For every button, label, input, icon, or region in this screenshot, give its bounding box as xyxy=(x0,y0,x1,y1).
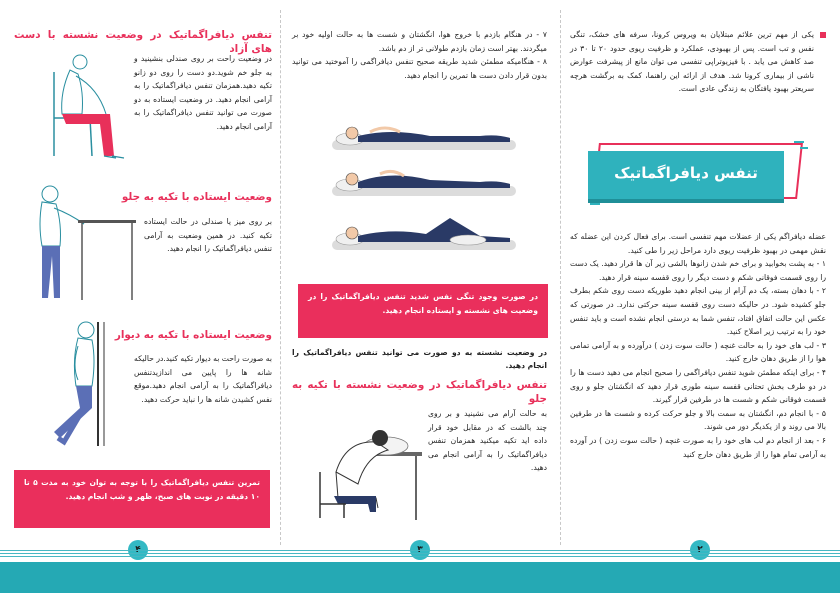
banner-dash xyxy=(594,197,602,199)
standing-forward-title: وضعیت ایستاده با تکیه به جلو xyxy=(121,191,272,203)
step-7: ۷ - در هنگام بازدم با خروج هوا، انگشتان و شست ها به حالت اولیه خود بر میگردند. بهتر است زمان بازدم طولانی تر از دم باشد. xyxy=(292,30,547,53)
step-1: ۱ - به پشت بخوابید و برای خم شدن زانوها بالشی زیر آن ها قرار دهید. یک دست را روی قسمت فوقانی شکم و دست دیگر را روی قفسه سینه قرار دهید. xyxy=(570,259,826,282)
banner-title: تنفس دیافراگماتیک xyxy=(614,164,758,182)
exercise-duration-box: تمرین تنفس دیافراگماتیک را با توجه به توان خود به مدت ۵ تا ۱۰ دقیقه در نوبت های صبح، ظهر و شب انجام دهید. xyxy=(14,470,270,528)
seated-forward-illustration xyxy=(306,412,424,522)
seated-free-hands-illustration xyxy=(20,52,130,164)
banner-dash xyxy=(590,203,600,205)
step-8: ۸ - هنگامیکه مطمئن شدید طریقه صحیح تنفس دیافراگمی را آموختید می توانید بدون قرار دادن دست ها تمرین را انجام دهید. xyxy=(292,57,547,80)
standing-forward-illustration xyxy=(20,184,138,304)
step-5: ۵ - با انجام دم، انگشتان به سمت بالا و جلو حرکت کرده و شست ها در طرفین بالا می روند و از یکدیگر دور می شوند. xyxy=(570,408,826,432)
intro-paragraph: یکی از مهم ترین علائم مبتلایان به ویروس کرونا، سرفه های خشک، تنگی نفس و تب است. پس از بهبودی، عملکرد و ظرفیت ریوی حدود ۲۰ تا ۳۰ در صد کاهش می یابد . با فیزیوتراپی تنفسی می توان مانع از پیشرفت عوارض ناشی از بیماری کرونا شد. هدف از ارائه این راهنما، کمک به برگشت هرچه سریعتر بهبود یافتگان به زندگی عادی است. xyxy=(570,30,815,94)
step-6: ۶ - بعد از انجام دم لب های خود را به صورت غنچه ( حالت سوت زدن ) در آورده به آرامی تمام هوا را از طریق دهان خارج کنید xyxy=(570,435,826,459)
footer-line xyxy=(0,553,840,554)
column-divider xyxy=(280,10,281,545)
section-banner xyxy=(588,137,808,209)
seated-free-hands-title: تنفس دیافراگماتیک در وضعیت نشسته با دست های آزاد xyxy=(14,29,272,55)
seated-note: در وضعیت نشسته به دو صورت می توانید تنفس دیافراگماتیک را انجام دهید. xyxy=(292,348,547,370)
step-4: ۴ - برای اینکه مطمئن شوید تنفس دیافراگمی را صحیح انجام می دهید دست ها را در دو طرف بخش تحتانی قفسه سینه طوری قرار دهید که انگشتان جلو و روی قسمت فوقانی شکم و شست ها در طرفین قرار گیرند. xyxy=(570,367,826,405)
step-2: ۲ - با دهان بسته، یک دم آرام از بینی انجام دهید طوریکه دست روی شکم بطرف جلو کشیده شود. در حالیکه دست روی قفسه سینه حرکتی ندارد. در صورتی که عکس این حالت اتفاق افتاد، تنفس شما به درستی انجام نشده است و باید تنفس خود را به ترتیب زیر اصلاح کنید. xyxy=(570,286,826,337)
seated-free-hands-text: در وضعیت راحت بر روی صندلی بنشینید و به جلو خم شوید.دو دست را روی دو زانو تکیه دهید.همزمان تنفس دیافراگماتیک را به آرامی انجام دهید. در وضعیت ایستاده به دو صورت می توانید تنفس دیافراگماتیک را به آرامی انجام دهید. xyxy=(134,54,272,131)
bullet-square xyxy=(820,32,826,38)
banner-dash xyxy=(794,141,804,143)
footer-band xyxy=(0,562,840,593)
footer-line xyxy=(0,550,840,551)
lying-figure-1 xyxy=(332,127,516,150)
footer-line xyxy=(0,556,840,557)
standing-wall-text: به صورت راحت به دیوار تکیه کنید.در حالیکه شانه ها را پایین می اندازیدتنفس دیافراگماتیک را به آرامی انجام دهید.موقع نفس کشیدن شانه ها را نباید حرکت دهید. xyxy=(134,354,272,404)
standing-forward-text: بر روی میز یا صندلی در حالت ایستاده تکیه کنید. در همین وضعیت به آرامی تنفس دیافراگماتیک را انجام دهید. xyxy=(144,217,272,254)
seated-forward-text: به حالت آرام می نشینید و بر روی چند بالشت که در مقابل خود قرار داده اید تکیه میکنید همزمان تنفس دیافراگماتیک را به آرامی انجام می دهید. xyxy=(428,409,547,473)
column-divider xyxy=(560,10,561,545)
diaphragm-intro: عضله دیافراگم یکی از عضلات مهم تنفسی است. برای فعال کردن این عضله که نقش مهمی در بهبود ظرفیت ریوی دارد مراحل زیر را طی کنید. xyxy=(570,232,826,255)
banner-dash xyxy=(800,147,808,149)
seated-forward-title: تنفس دیافراگماتیک در وضعیت نشسته با تکیه به جلو xyxy=(292,379,547,405)
step-3: ۳ - لب های خود را به حالت غنچه ( حالت سوت زدن ) درآورده و به آرامی تمامی هوا را از طریق دهان خارج کنید. xyxy=(570,340,826,364)
lying-figure-3 xyxy=(332,218,516,250)
lying-position-illustration xyxy=(330,122,520,264)
severe-dyspnea-box: در صورت وجود تنگی نفس شدید تنفس دیافراگماتیک را در وضعیت های نشسته و ایستاده انجام دهید. xyxy=(298,284,548,338)
lying-figure-2 xyxy=(332,171,516,196)
standing-wall-illustration xyxy=(20,320,130,450)
standing-wall-title: وضعیت ایستاده با تکیه به دیوار xyxy=(114,329,272,341)
